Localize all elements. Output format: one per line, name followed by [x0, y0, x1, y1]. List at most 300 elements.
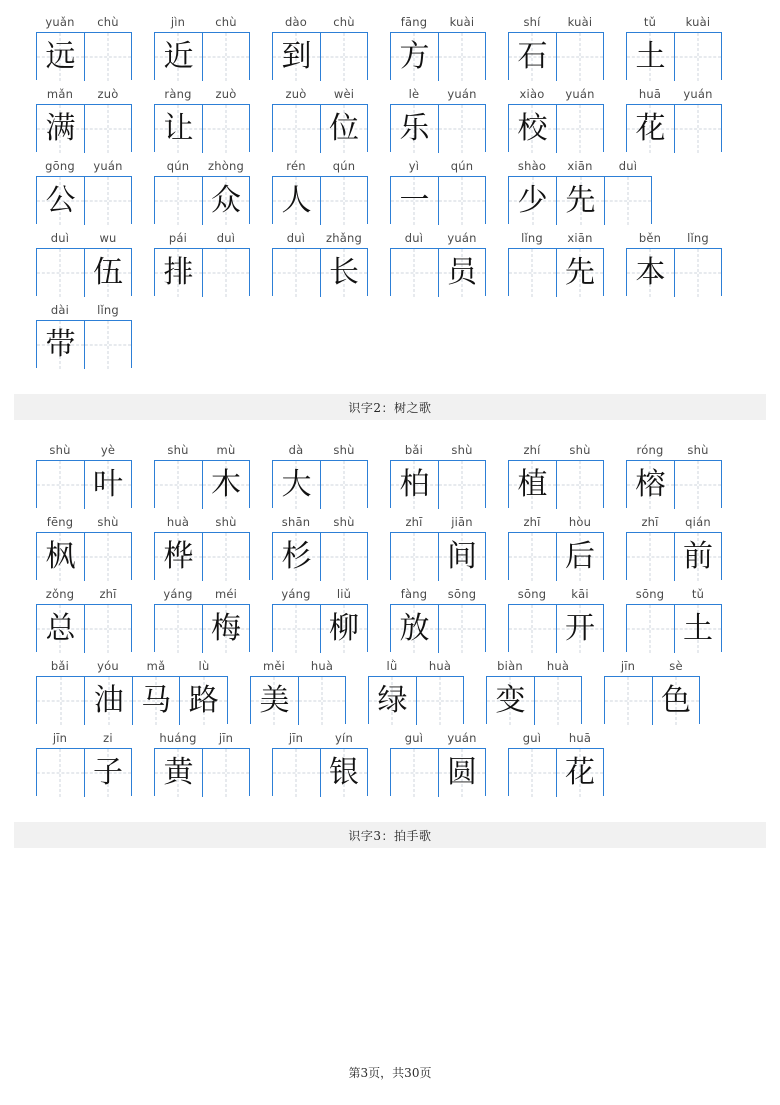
character-glyph: 近	[163, 39, 194, 74]
character-boxes[interactable]	[154, 176, 250, 224]
character-glyph: 圆	[446, 755, 477, 790]
character-cell-filled[interactable]	[202, 605, 249, 653]
character-boxes[interactable]	[390, 176, 486, 224]
character-cell-blank[interactable]	[509, 533, 556, 581]
character-cell-blank[interactable]	[674, 33, 721, 81]
pinyin-label: zuò	[97, 87, 119, 101]
character-cell-filled[interactable]	[273, 33, 320, 81]
character-boxes[interactable]	[272, 248, 368, 296]
worksheet-content	[0, 12, 780, 848]
character-cell-filled[interactable]	[179, 677, 227, 725]
pinyin-label: lù	[198, 659, 210, 673]
character-cell-filled[interactable]	[320, 605, 367, 653]
character-cell-blank[interactable]	[438, 33, 485, 81]
character-cell-blank[interactable]	[438, 461, 485, 509]
character-cell-filled[interactable]	[627, 33, 674, 81]
pinyin-label: kuài	[449, 15, 475, 29]
character-boxes[interactable]	[154, 748, 250, 796]
character-glyph: 花	[635, 111, 666, 146]
word-group	[508, 440, 626, 508]
character-cell-filled[interactable]	[509, 105, 556, 153]
word-group	[36, 440, 154, 508]
character-glyph	[37, 749, 84, 797]
character-cell-blank[interactable]	[674, 105, 721, 153]
pinyin-label: qián	[685, 515, 711, 529]
character-cell-blank[interactable]	[438, 177, 485, 225]
pinyin-label: shù	[451, 443, 473, 457]
character-glyph	[273, 105, 320, 153]
character-glyph: 柳	[328, 611, 359, 646]
page-footer: 第3页，共30页	[348, 1066, 432, 1080]
character-boxes[interactable]	[390, 32, 486, 80]
character-cell-blank[interactable]	[509, 749, 556, 797]
character-glyph: 校	[517, 111, 548, 146]
word-group	[36, 12, 154, 80]
character-cell-filled[interactable]	[251, 677, 298, 725]
pinyin-row	[508, 440, 626, 460]
character-cell-filled[interactable]	[155, 33, 202, 81]
character-cell-filled[interactable]	[556, 533, 603, 581]
word-group	[154, 512, 272, 580]
character-glyph	[273, 749, 320, 797]
character-cell-blank[interactable]	[202, 533, 249, 581]
character-cell-filled[interactable]	[84, 749, 131, 797]
character-cell-filled[interactable]	[391, 33, 438, 81]
character-cell-filled[interactable]	[202, 177, 249, 225]
pinyin-label: zǒng	[45, 587, 75, 601]
character-cell-blank[interactable]	[37, 249, 84, 297]
character-cell-filled[interactable]	[37, 177, 84, 225]
character-cell-blank[interactable]	[202, 749, 249, 797]
character-boxes[interactable]	[508, 248, 604, 296]
character-cell-filled[interactable]	[84, 249, 131, 297]
character-glyph	[417, 677, 463, 725]
word-group	[154, 728, 272, 796]
character-glyph: 柏	[399, 467, 430, 502]
character-glyph	[85, 105, 131, 153]
worksheet-section	[0, 440, 780, 796]
character-cell-blank[interactable]	[320, 533, 367, 581]
character-cell-blank[interactable]	[273, 249, 320, 297]
character-glyph	[85, 605, 131, 653]
pinyin-row	[250, 656, 368, 676]
character-cell-filled[interactable]	[273, 461, 320, 509]
character-cell-blank[interactable]	[416, 677, 463, 725]
word-group	[272, 12, 390, 80]
word-group	[604, 656, 722, 724]
character-boxes[interactable]	[368, 676, 464, 724]
character-glyph: 放	[399, 611, 430, 646]
character-cell-blank[interactable]	[273, 105, 320, 153]
pinyin-label: lǐng	[97, 303, 119, 317]
character-cell-filled[interactable]	[37, 321, 84, 369]
pinyin-label: méi	[214, 587, 238, 601]
character-cell-filled[interactable]	[509, 461, 556, 509]
character-cell-filled[interactable]	[391, 605, 438, 653]
character-glyph	[535, 677, 581, 725]
character-glyph: 满	[45, 111, 76, 146]
character-cell-blank[interactable]	[556, 33, 603, 81]
character-glyph	[439, 605, 485, 653]
character-glyph: 花	[564, 755, 595, 790]
character-cell-blank[interactable]	[320, 33, 367, 81]
pinyin-row	[508, 156, 674, 176]
character-glyph	[675, 249, 721, 297]
character-cell-filled[interactable]	[84, 461, 131, 509]
pinyin-label: ràng	[164, 87, 192, 101]
character-cell-filled[interactable]	[37, 105, 84, 153]
pinyin-row	[272, 728, 390, 748]
pinyin-row	[626, 512, 744, 532]
pinyin-row	[604, 656, 722, 676]
character-boxes[interactable]	[272, 32, 368, 80]
character-boxes[interactable]	[272, 748, 368, 796]
character-glyph	[675, 105, 721, 153]
character-glyph	[675, 33, 721, 81]
character-glyph: 开	[564, 611, 595, 646]
pinyin-row	[390, 512, 508, 532]
character-cell-filled[interactable]	[155, 105, 202, 153]
character-boxes[interactable]	[272, 104, 368, 152]
character-boxes[interactable]	[626, 248, 722, 296]
character-glyph	[627, 605, 674, 653]
word-group	[36, 656, 250, 724]
character-cell-blank[interactable]	[84, 605, 131, 653]
character-cell-filled[interactable]	[320, 105, 367, 153]
character-glyph: 土	[635, 39, 666, 74]
character-boxes[interactable]	[36, 320, 132, 368]
character-cell-blank[interactable]	[556, 461, 603, 509]
character-cell-filled[interactable]	[273, 533, 320, 581]
pinyin-label: guì	[522, 731, 542, 745]
character-cell-blank[interactable]	[37, 677, 84, 725]
word-group	[508, 512, 626, 580]
character-glyph	[391, 249, 438, 297]
pinyin-label: sè	[669, 659, 683, 673]
character-cell-blank[interactable]	[604, 177, 651, 225]
pinyin-label: shù	[687, 443, 709, 457]
character-boxes[interactable]	[36, 104, 132, 152]
character-cell-filled[interactable]	[556, 605, 603, 653]
pinyin-label: lǜ	[386, 659, 398, 673]
pinyin-row	[36, 728, 154, 748]
character-boxes[interactable]	[390, 248, 486, 296]
character-glyph: 路	[188, 683, 219, 718]
character-cell-filled[interactable]	[627, 461, 674, 509]
pinyin-row	[508, 12, 626, 32]
character-cell-blank[interactable]	[438, 105, 485, 153]
character-cell-blank[interactable]	[84, 533, 131, 581]
word-group	[154, 84, 272, 152]
character-cell-blank[interactable]	[155, 605, 202, 653]
character-glyph	[273, 249, 320, 297]
character-cell-filled[interactable]	[37, 605, 84, 653]
character-boxes[interactable]	[390, 104, 486, 152]
pinyin-label: liǔ	[336, 587, 352, 601]
pinyin-label: huà	[166, 515, 190, 529]
pinyin-label: yáng	[281, 587, 311, 601]
character-glyph	[627, 533, 674, 581]
word-group	[508, 84, 626, 152]
character-cell-filled[interactable]	[132, 677, 180, 725]
character-cell-blank[interactable]	[84, 321, 131, 369]
character-boxes[interactable]	[154, 532, 250, 580]
character-cell-filled[interactable]	[84, 677, 132, 725]
character-cell-blank[interactable]	[37, 749, 84, 797]
character-cell-blank[interactable]	[155, 461, 202, 509]
character-cell-blank[interactable]	[391, 533, 438, 581]
character-cell-blank[interactable]	[320, 461, 367, 509]
character-boxes[interactable]	[154, 604, 250, 652]
pinyin-label: běn	[638, 231, 662, 245]
character-boxes[interactable]	[154, 460, 250, 508]
character-glyph	[391, 749, 438, 797]
character-cell-filled[interactable]	[369, 677, 416, 725]
word-group	[390, 728, 508, 796]
worksheet-row	[36, 12, 744, 80]
character-cell-filled[interactable]	[556, 177, 603, 225]
pinyin-label: zhī	[523, 515, 541, 529]
pinyin-label: yuán	[447, 731, 477, 745]
word-group	[626, 512, 744, 580]
top-spacer	[0, 0, 780, 12]
character-cell-filled[interactable]	[391, 461, 438, 509]
character-boxes[interactable]	[36, 248, 132, 296]
character-cell-filled[interactable]	[652, 677, 699, 725]
pinyin-row	[272, 440, 390, 460]
pinyin-row	[272, 512, 390, 532]
character-boxes[interactable]	[626, 532, 722, 580]
character-boxes[interactable]	[272, 176, 368, 224]
character-cell-filled[interactable]	[37, 33, 84, 81]
pinyin-label: huà	[310, 659, 334, 673]
pinyin-row	[626, 440, 744, 460]
character-boxes[interactable]	[36, 532, 132, 580]
character-cell-blank[interactable]	[202, 33, 249, 81]
worksheet-row	[36, 584, 744, 652]
character-boxes[interactable]	[154, 32, 250, 80]
pinyin-row	[390, 440, 508, 460]
pinyin-label: zhī	[641, 515, 659, 529]
character-cell-blank[interactable]	[273, 605, 320, 653]
character-glyph	[37, 677, 84, 725]
character-cell-filled[interactable]	[391, 177, 438, 225]
pinyin-label: biàn	[497, 659, 523, 673]
character-cell-filled[interactable]	[155, 749, 202, 797]
word-group	[390, 12, 508, 80]
character-cell-filled[interactable]	[202, 461, 249, 509]
pinyin-label: xiān	[567, 231, 593, 245]
worksheet-row	[36, 228, 744, 296]
word-group	[154, 584, 272, 652]
character-glyph: 土	[682, 611, 713, 646]
character-cell-filled[interactable]	[627, 249, 674, 297]
word-group	[508, 228, 626, 296]
pinyin-label: yì	[408, 159, 420, 173]
word-group	[36, 300, 154, 368]
character-boxes[interactable]	[390, 532, 486, 580]
character-glyph: 植	[517, 467, 548, 502]
character-cell-blank[interactable]	[674, 249, 721, 297]
pinyin-label: duì	[404, 231, 424, 245]
character-boxes[interactable]	[390, 460, 486, 508]
character-boxes[interactable]	[626, 32, 722, 80]
pinyin-label: bǎi	[50, 659, 70, 673]
character-cell-blank[interactable]	[556, 105, 603, 153]
character-boxes[interactable]	[508, 748, 604, 796]
character-cell-filled[interactable]	[674, 533, 721, 581]
character-cell-blank[interactable]	[84, 33, 131, 81]
character-boxes[interactable]	[154, 104, 250, 152]
pinyin-label: yóu	[97, 659, 119, 673]
character-glyph: 石	[517, 39, 548, 74]
word-group	[272, 84, 390, 152]
pinyin-label: duì	[618, 159, 638, 173]
pinyin-label: zhòng	[208, 159, 244, 173]
character-glyph	[509, 749, 556, 797]
character-boxes[interactable]	[36, 748, 132, 796]
pinyin-label: zhǎng	[326, 231, 362, 245]
word-group	[390, 440, 508, 508]
character-cell-blank[interactable]	[37, 461, 84, 509]
pinyin-row	[626, 12, 744, 32]
character-boxes[interactable]	[508, 32, 604, 80]
character-cell-blank[interactable]	[509, 605, 556, 653]
character-cell-filled[interactable]	[556, 749, 603, 797]
character-cell-blank[interactable]	[438, 605, 485, 653]
character-cell-blank[interactable]	[534, 677, 581, 725]
pinyin-label: shù	[97, 515, 119, 529]
character-cell-blank[interactable]	[202, 249, 249, 297]
character-boxes[interactable]	[272, 604, 368, 652]
character-boxes[interactable]	[36, 676, 228, 724]
pinyin-row	[272, 228, 390, 248]
character-boxes[interactable]	[36, 32, 132, 80]
pinyin-label: sōng	[447, 587, 477, 601]
character-boxes[interactable]	[626, 604, 722, 652]
pinyin-row	[390, 728, 508, 748]
pinyin-label: pái	[168, 231, 188, 245]
character-cell-filled[interactable]	[556, 249, 603, 297]
pinyin-label: lè	[408, 87, 420, 101]
character-boxes[interactable]	[626, 104, 722, 152]
character-cell-filled[interactable]	[155, 249, 202, 297]
worksheet-row	[36, 656, 744, 724]
character-glyph: 方	[399, 39, 430, 74]
character-glyph: 后	[564, 539, 595, 574]
character-cell-blank[interactable]	[84, 105, 131, 153]
character-boxes[interactable]	[272, 532, 368, 580]
character-cell-filled[interactable]	[438, 749, 485, 797]
character-glyph: 长	[328, 255, 359, 290]
character-cell-filled[interactable]	[320, 249, 367, 297]
character-cell-filled[interactable]	[487, 677, 534, 725]
character-boxes[interactable]	[154, 248, 250, 296]
character-cell-filled[interactable]	[674, 605, 721, 653]
character-cell-filled[interactable]	[438, 533, 485, 581]
character-boxes[interactable]	[36, 176, 132, 224]
pinyin-label: shù	[49, 443, 71, 457]
character-glyph: 木	[210, 467, 241, 502]
character-boxes[interactable]	[508, 460, 604, 508]
character-cell-blank[interactable]	[273, 749, 320, 797]
pinyin-row	[154, 84, 272, 104]
character-boxes[interactable]	[272, 460, 368, 508]
pinyin-label: shào	[517, 159, 547, 173]
character-boxes[interactable]	[604, 676, 700, 724]
character-cell-blank[interactable]	[391, 249, 438, 297]
worksheet-row	[36, 440, 744, 508]
word-group	[272, 728, 390, 796]
word-group	[154, 228, 272, 296]
character-cell-blank[interactable]	[155, 177, 202, 225]
character-glyph: 总	[45, 611, 76, 646]
character-glyph	[321, 177, 367, 225]
character-boxes[interactable]	[390, 604, 486, 652]
character-boxes[interactable]	[508, 176, 652, 224]
pinyin-label: zi	[103, 731, 113, 745]
character-boxes[interactable]	[250, 676, 346, 724]
character-cell-blank[interactable]	[509, 249, 556, 297]
character-cell-blank[interactable]	[320, 177, 367, 225]
character-cell-blank[interactable]	[627, 605, 674, 653]
pinyin-label: shù	[333, 443, 355, 457]
pinyin-row	[154, 512, 272, 532]
character-cell-blank[interactable]	[84, 177, 131, 225]
character-glyph	[321, 461, 367, 509]
character-glyph	[439, 33, 485, 81]
character-cell-filled[interactable]	[273, 177, 320, 225]
pinyin-label: tǔ	[691, 587, 705, 601]
character-cell-blank[interactable]	[202, 105, 249, 153]
pinyin-label: jìn	[170, 15, 186, 29]
character-glyph: 先	[564, 255, 595, 290]
character-boxes[interactable]	[36, 460, 132, 508]
character-boxes[interactable]	[508, 104, 604, 152]
character-boxes[interactable]	[508, 604, 604, 652]
character-cell-filled[interactable]	[391, 105, 438, 153]
character-cell-filled[interactable]	[320, 749, 367, 797]
pinyin-row	[508, 584, 626, 604]
character-boxes[interactable]	[36, 604, 132, 652]
character-cell-filled[interactable]	[509, 33, 556, 81]
character-cell-blank[interactable]	[391, 749, 438, 797]
character-boxes[interactable]	[390, 748, 486, 796]
character-cell-blank[interactable]	[674, 461, 721, 509]
character-cell-filled[interactable]	[155, 533, 202, 581]
character-cell-filled[interactable]	[509, 177, 556, 225]
pinyin-label: qún	[166, 159, 190, 173]
character-glyph	[439, 105, 485, 153]
character-glyph	[155, 461, 202, 509]
character-cell-filled[interactable]	[438, 249, 485, 297]
character-cell-blank[interactable]	[627, 533, 674, 581]
pinyin-label: róng	[636, 443, 664, 457]
character-glyph: 乐	[399, 111, 430, 146]
character-boxes[interactable]	[486, 676, 582, 724]
character-boxes[interactable]	[508, 532, 604, 580]
word-group	[626, 228, 744, 296]
character-boxes[interactable]	[626, 460, 722, 508]
pinyin-label: shù	[215, 515, 237, 529]
character-cell-blank[interactable]	[605, 677, 652, 725]
pinyin-label: duì	[50, 231, 70, 245]
character-cell-filled[interactable]	[627, 105, 674, 153]
character-cell-blank[interactable]	[298, 677, 345, 725]
character-cell-filled[interactable]	[37, 533, 84, 581]
word-group	[272, 512, 390, 580]
pinyin-label: shù	[167, 443, 189, 457]
